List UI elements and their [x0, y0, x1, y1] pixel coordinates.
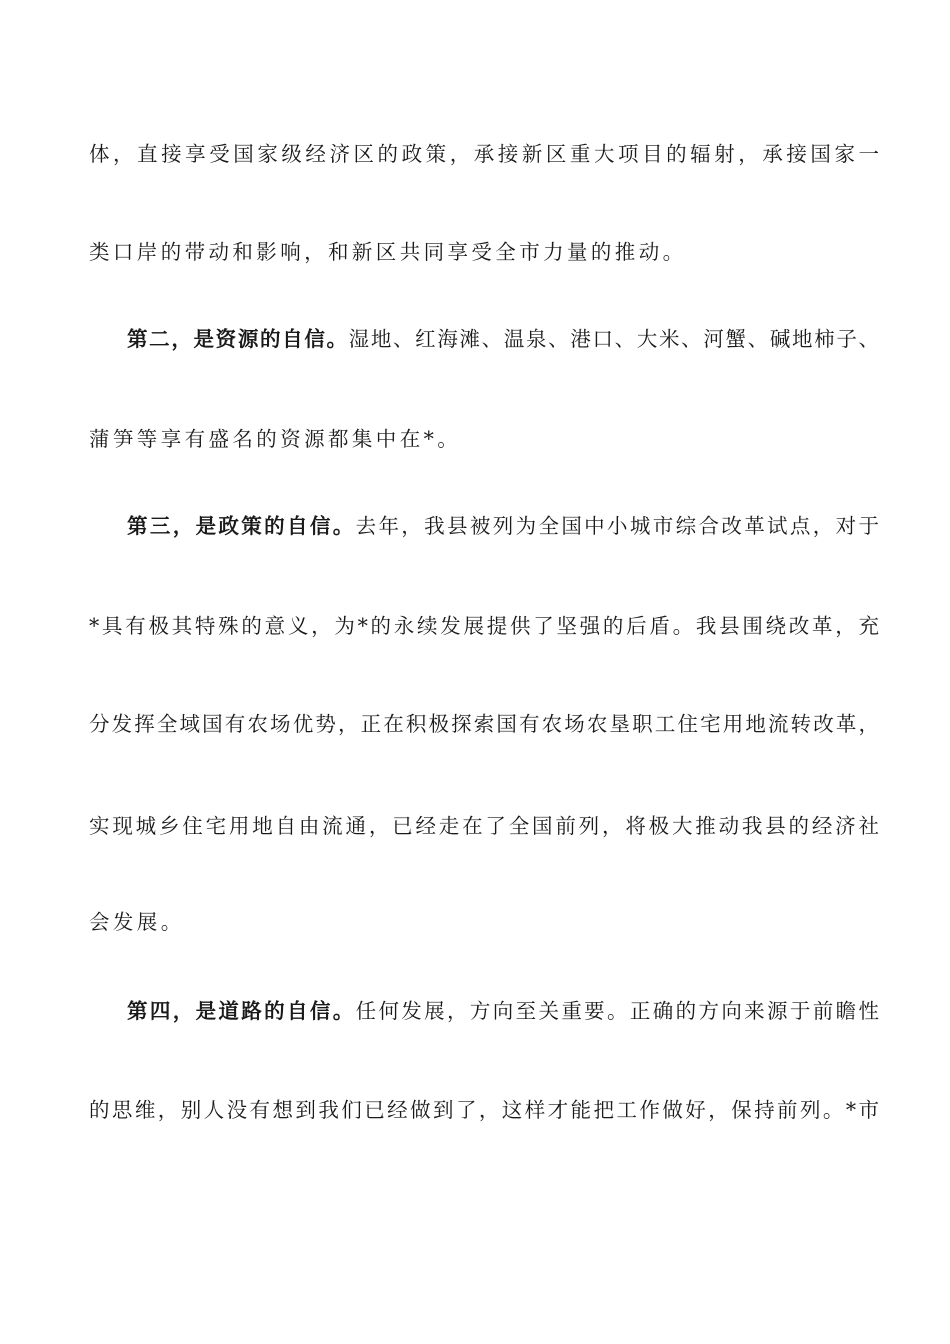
paragraph-3-line-1 — [127, 512, 879, 540]
body-text: 会发展。 — [89, 910, 185, 934]
body-text: 任何发展，方向至关重要。正确的方向来源于前瞻性 — [355, 999, 879, 1023]
body-text: 去年，我县被列为全国中小城市综合改革试点，对于 — [355, 514, 879, 538]
body-text: 湿地、红海滩、温泉、港口、大米、河蟹、碱地柿子、 — [348, 327, 880, 351]
body-text: 的思维，别人没有想到我们已经做到了，这样才能把工作做好，保持前列。*市 — [89, 1098, 879, 1122]
section-heading: 第四，是道路的自信。 — [127, 999, 356, 1023]
paragraph-4-line-2 — [89, 1096, 879, 1124]
section-heading: 第三，是政策的自信。 — [127, 514, 356, 538]
body-text: 实现城乡住宅用地自由流通，已经走在了全国前列，将极大推动我县的经济社 — [89, 814, 879, 838]
body-text: 体，直接享受国家级经济区的政策，承接新区重大项目的辐射，承接国家一 — [89, 142, 879, 166]
paragraph-3-line-3 — [89, 710, 879, 738]
paragraph-2-line-2 — [89, 425, 879, 453]
section-heading: 第二，是资源的自信。 — [127, 327, 349, 351]
paragraph-3-line-4 — [89, 812, 879, 840]
paragraph-4-line-1 — [127, 997, 879, 1025]
paragraph-2-line-1 — [127, 325, 879, 353]
paragraph-1-line-2 — [89, 238, 879, 266]
body-text: 类口岸的带动和影响，和新区共同享受全市力量的推动。 — [89, 240, 687, 264]
body-text: *具有极其特殊的意义，为*的永续发展提供了坚强的后盾。我县围绕改革，充 — [89, 614, 879, 638]
paragraph-3-line-2 — [89, 612, 879, 640]
paragraph-1-line-1 — [89, 140, 879, 168]
body-text: 分发挥全域国有农场优势，正在积极探索国有农场农垦职工住宅用地流转改革， — [89, 712, 879, 736]
body-text: 蒲笋等享有盛名的资源都集中在*。 — [89, 427, 462, 451]
paragraph-3-line-5 — [89, 908, 879, 936]
